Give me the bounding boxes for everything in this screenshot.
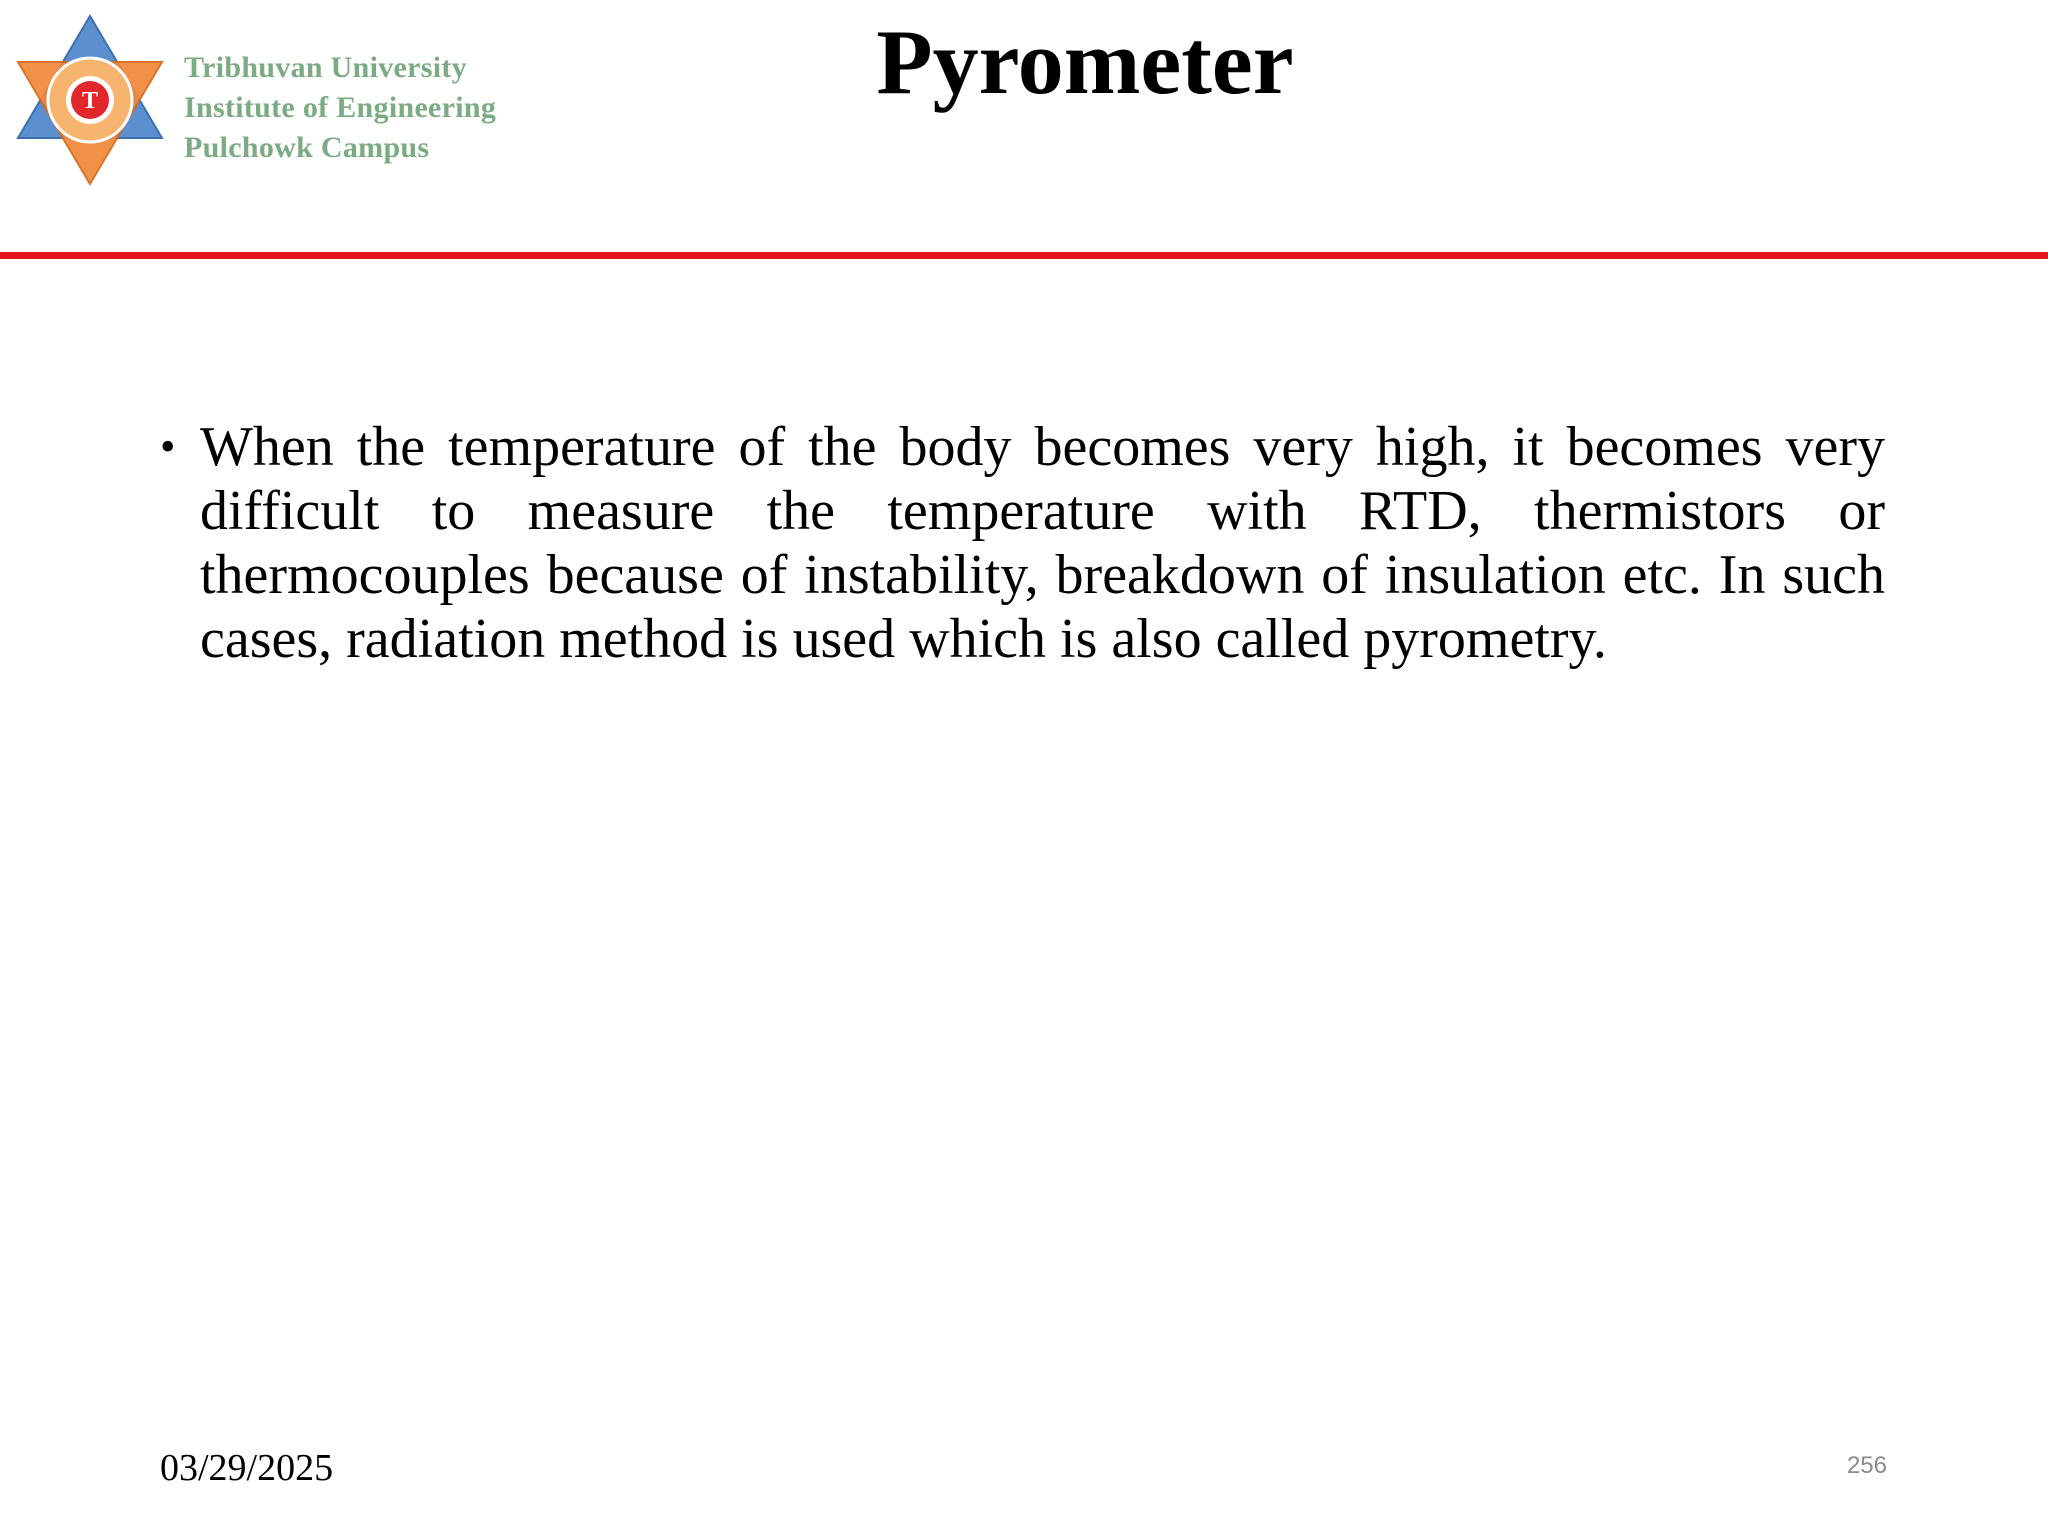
bullet-item: [160, 415, 1885, 671]
bullet-text: When the temperature of the body becomes very high, it becomes very difficult to measure the temperature with RTD, thermistors or thermocouples because of instability, breakdown of insulation etc. In such cases, radiation method is used which is also called pyrometry.: [200, 416, 1885, 670]
title-divider: [0, 252, 2048, 259]
svg-text:T: T: [81, 88, 99, 114]
slide-number: 256: [1846, 1452, 1887, 1479]
footer-date: 03/29/2025: [160, 1447, 334, 1489]
slide-title: Pyrometer: [876, 11, 1294, 113]
logo-line-university: Tribhuvan University: [184, 51, 467, 84]
logo-line-institute: Institute of Engineering: [184, 91, 497, 124]
bullet-dot-icon: •: [160, 422, 176, 471]
logo-line-campus: Pulchowk Campus: [184, 131, 430, 164]
slide-body: [160, 415, 1885, 671]
